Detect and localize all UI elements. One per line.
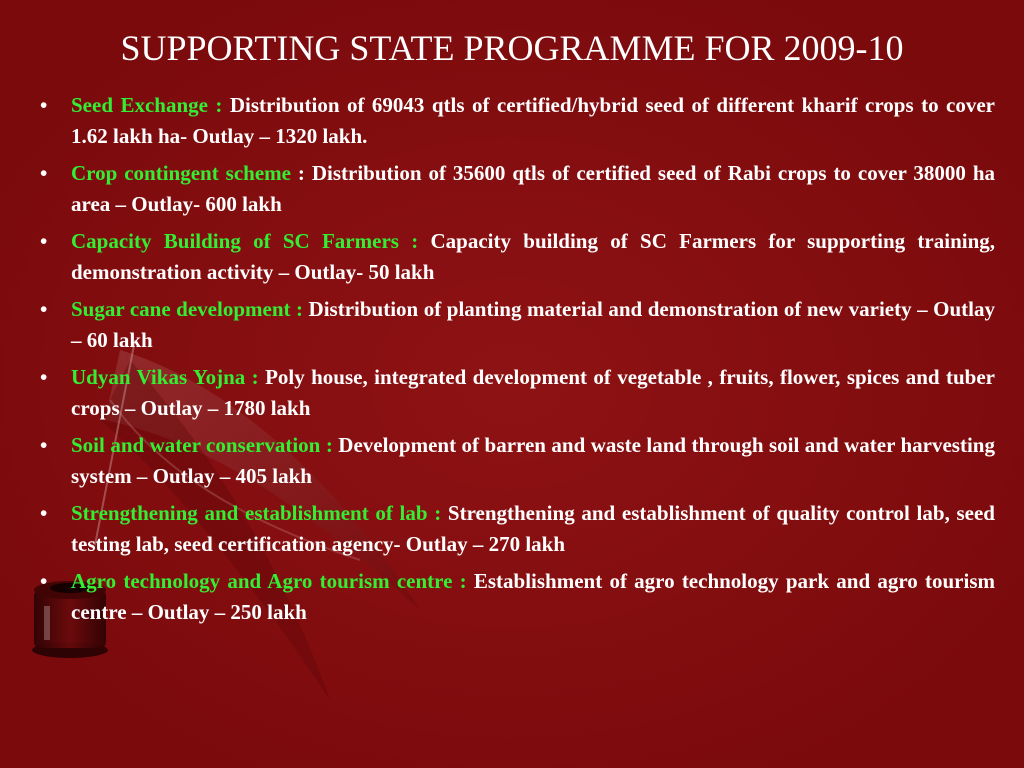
item-text: Distribution of planting material and demonstration of new variety – Outlay – 60 lakh <box>71 297 995 352</box>
list-item <box>40 566 995 628</box>
item-heading: Udyan Vikas Yojna : <box>71 365 266 389</box>
item-text: Establishment of agro technology park and agro tourism centre – Outlay – 250 lakh <box>71 569 995 624</box>
item-text: Strengthening and establishment of quality control lab, seed testing lab, seed certification agency- Outlay – 270 lakh <box>71 501 995 556</box>
bullet-icon: • <box>40 93 48 117</box>
list-item <box>40 158 995 220</box>
item-text: Development of barren and waste land through soil and water harvesting system – Outlay – 405 lakh <box>71 433 995 488</box>
item-text: Poly house, integrated development of vegetable , fruits, flower, spices and tuber crops – Outlay – 1780 lakh <box>71 365 995 420</box>
bullet-list <box>40 90 995 634</box>
item-heading: Strengthening and establishment of lab : <box>71 501 448 525</box>
item-heading: Soil and water conservation : <box>71 433 339 457</box>
list-item <box>40 294 995 356</box>
list-item <box>40 90 995 152</box>
list-item <box>40 430 995 492</box>
item-text: Capacity building of SC Farmers for supporting training, demonstration activity – Outlay- 50 lakh <box>71 229 996 284</box>
bullet-icon: • <box>40 569 48 593</box>
list-item <box>40 362 995 424</box>
list-item <box>40 498 995 560</box>
item-heading: Sugar cane development : <box>71 297 309 321</box>
bullet-icon: • <box>40 161 48 185</box>
list-item <box>40 226 995 288</box>
page-title: SUPPORTING STATE PROGRAMME FOR 2009-10 <box>120 28 904 68</box>
item-heading: Crop contingent scheme <box>71 161 298 185</box>
bullet-icon: • <box>40 501 48 525</box>
item-heading: Seed Exchange : <box>71 93 230 117</box>
item-heading: Agro technology and Agro tourism centre : <box>71 569 474 593</box>
item-text: : Distribution of 35600 qtls of certified seed of Rabi crops to cover 38000 ha area – Outlay- 600 lakh <box>71 161 996 216</box>
item-heading: Capacity Building of SC Farmers : <box>71 229 431 253</box>
bullet-icon: • <box>40 297 48 321</box>
bullet-icon: • <box>40 433 48 457</box>
bullet-icon: • <box>40 365 48 389</box>
item-text: Distribution of 69043 qtls of certified/hybrid seed of different kharif crops to cover 1.62 lakh ha- Outlay – 1320 lakh. <box>71 93 995 148</box>
bullet-icon: • <box>40 229 48 253</box>
